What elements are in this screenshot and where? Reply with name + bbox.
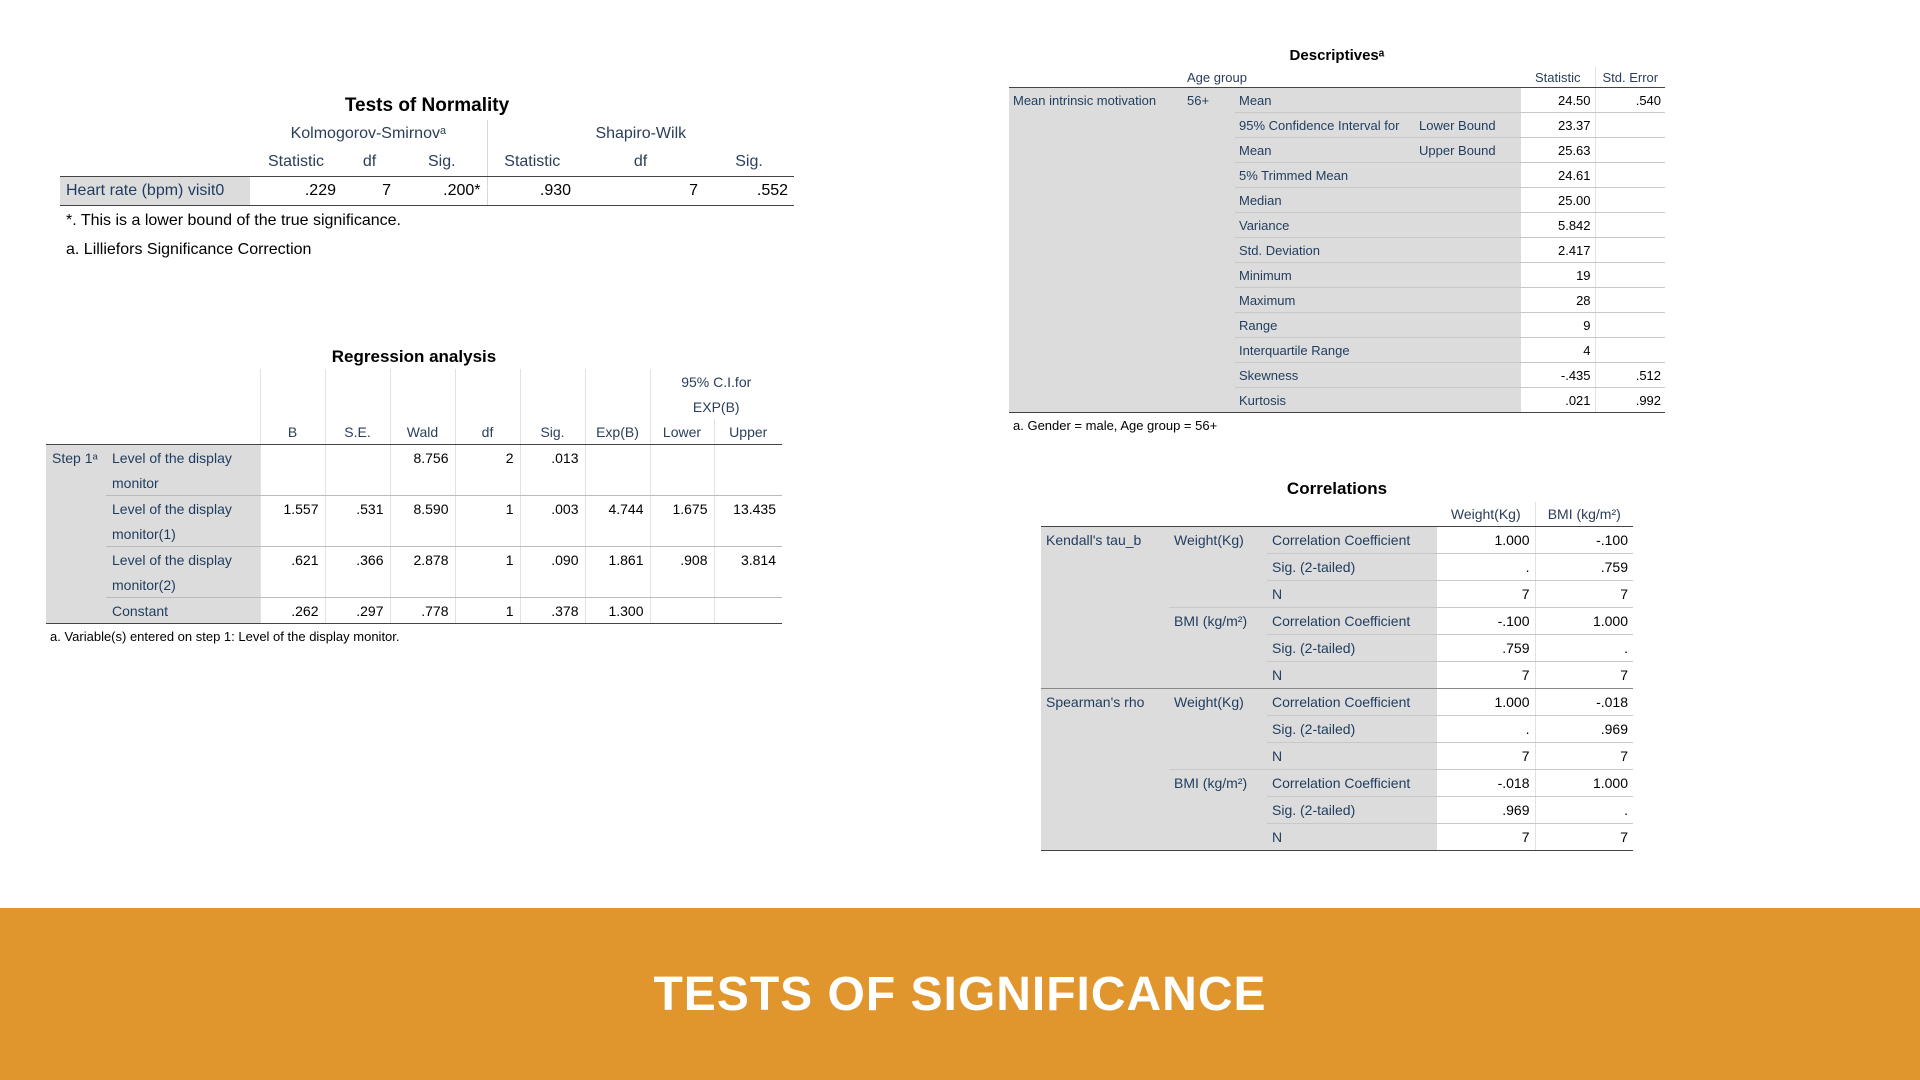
table-row — [1041, 608, 1633, 635]
slide-title: TESTS OF SIGNIFICANCE — [653, 967, 1267, 1021]
stat-label: Correlation Coefficient — [1267, 608, 1437, 635]
statistic-value: .021 — [1521, 388, 1595, 413]
table-row — [1041, 716, 1633, 743]
cell-value: 7 — [1535, 743, 1633, 770]
col-header: Upper — [714, 419, 782, 445]
std-error-value — [1595, 188, 1665, 213]
step-label: Step 1ᵃ — [46, 445, 106, 471]
std-error-value: .512 — [1595, 363, 1665, 388]
regression-table-panel — [46, 345, 782, 650]
table-row — [1009, 138, 1665, 163]
descriptives-table — [1009, 67, 1665, 413]
statistic-value: 2.417 — [1521, 238, 1595, 263]
cell-value: .759 — [1437, 635, 1535, 662]
col-header-std-error: Std. Error — [1595, 67, 1665, 88]
table-row — [1041, 581, 1633, 608]
upper-bound-label: Upper Bound — [1415, 138, 1521, 163]
cell-value: .366 — [325, 547, 390, 573]
row-label: Constant — [106, 598, 260, 624]
col-header: BMI (kg/m²) — [1535, 502, 1633, 527]
cell-value: .013 — [520, 445, 585, 471]
statistic-value: 25.63 — [1521, 138, 1595, 163]
cell-value: .969 — [1437, 797, 1535, 824]
cell-value: . — [1535, 797, 1633, 824]
table-row — [1009, 388, 1665, 413]
table-row — [1041, 824, 1633, 851]
cell-value: -.100 — [1535, 527, 1633, 554]
cell-value: 1.000 — [1535, 608, 1633, 635]
statistic-value: 5.842 — [1521, 213, 1595, 238]
row-label: Level of the display — [106, 547, 260, 573]
row-label: Heart rate (bpm) visit0 — [60, 177, 250, 206]
cell-value: 2 — [455, 445, 520, 471]
cell-value: 1 — [455, 547, 520, 573]
cell-value: 13.435 — [714, 496, 782, 522]
std-error-value — [1595, 163, 1665, 188]
std-error-value: .540 — [1595, 88, 1665, 113]
stat-label: Correlation Coefficient — [1267, 689, 1437, 716]
variable-label: Mean intrinsic motivation — [1009, 88, 1183, 113]
ci-header-line2: EXP(B) — [650, 394, 782, 419]
cell-value: . — [1535, 635, 1633, 662]
std-error-value — [1595, 113, 1665, 138]
cell-value — [714, 598, 782, 624]
row-label-cont: monitor(2) — [106, 572, 260, 598]
regression-title: Regression analysis — [331, 347, 497, 366]
stat-label: Mean — [1235, 88, 1521, 113]
correlations-table-panel — [1041, 476, 1633, 851]
stat-label: N — [1267, 581, 1437, 608]
variable-label: BMI (kg/m²) — [1169, 770, 1267, 797]
cell-value — [714, 445, 782, 471]
col-header: B — [260, 419, 325, 445]
normality-table-panel — [60, 92, 794, 264]
cell-value: 1.000 — [1437, 689, 1535, 716]
col-header: Lower — [650, 419, 714, 445]
variable-label: Weight(Kg) — [1169, 527, 1267, 554]
ci-label: 95% Confidence Interval for — [1235, 113, 1415, 138]
statistic-value: 24.61 — [1521, 163, 1595, 188]
cell-value: .552 — [704, 177, 794, 206]
col-header: Sig. — [397, 148, 487, 177]
table-row — [1041, 743, 1633, 770]
stat-label: Variance — [1235, 213, 1521, 238]
stat-label: Std. Deviation — [1235, 238, 1521, 263]
cell-value: .229 — [250, 177, 342, 206]
table-row — [1009, 238, 1665, 263]
cell-value — [260, 445, 325, 471]
normality-title: Tests of Normality — [344, 95, 510, 116]
cell-value: 1 — [455, 598, 520, 624]
table-row — [1041, 770, 1633, 797]
cell-value: .200* — [397, 177, 487, 206]
col-header: Sig. — [704, 148, 794, 177]
table-row — [1009, 288, 1665, 313]
cell-value: .969 — [1535, 716, 1633, 743]
std-error-value: .992 — [1595, 388, 1665, 413]
col-header: S.E. — [325, 419, 390, 445]
col-header: df — [577, 148, 704, 177]
table-row — [1041, 662, 1633, 689]
cell-value: 2.878 — [390, 547, 455, 573]
stat-label: N — [1267, 743, 1437, 770]
row-label-cont: monitor(1) — [106, 521, 260, 547]
col-header: df — [455, 419, 520, 445]
col-header: Wald — [390, 419, 455, 445]
cell-value: .908 — [650, 547, 714, 573]
lower-bound-label: Lower Bound — [1415, 113, 1521, 138]
cell-value: .778 — [390, 598, 455, 624]
descriptives-table-panel — [1009, 45, 1665, 439]
cell-value: 1.861 — [585, 547, 650, 573]
descriptives-title: Descriptivesᵃ — [1289, 47, 1385, 64]
stat-label: N — [1267, 662, 1437, 689]
stat-label: Kurtosis — [1235, 388, 1521, 413]
table-row — [1009, 188, 1665, 213]
table-row — [1009, 338, 1665, 363]
cell-value: 8.590 — [390, 496, 455, 522]
statistic-value: 23.37 — [1521, 113, 1595, 138]
statistic-value: 4 — [1521, 338, 1595, 363]
std-error-value — [1595, 338, 1665, 363]
stat-label: 5% Trimmed Mean — [1235, 163, 1521, 188]
table-row — [1009, 213, 1665, 238]
cell-value: 4.744 — [585, 496, 650, 522]
cell-value: .378 — [520, 598, 585, 624]
correlations-title: Correlations — [1286, 479, 1388, 498]
cell-value: .262 — [260, 598, 325, 624]
cell-value: .759 — [1535, 554, 1633, 581]
stat-label: Correlation Coefficient — [1267, 527, 1437, 554]
table-row — [1009, 113, 1665, 138]
cell-value: .621 — [260, 547, 325, 573]
col-header: Statistic — [250, 148, 342, 177]
col-header-age-group: Age group — [1183, 67, 1521, 88]
group-label: 56+ — [1183, 88, 1235, 113]
std-error-value — [1595, 263, 1665, 288]
col-header: Weight(Kg) — [1437, 502, 1535, 527]
table-row — [1009, 163, 1665, 188]
stat-label: Sig. (2-tailed) — [1267, 797, 1437, 824]
table-row — [1041, 635, 1633, 662]
table-row — [1041, 797, 1633, 824]
title-banner — [0, 908, 1920, 1080]
method-label: Spearman's rho — [1041, 689, 1169, 716]
cell-value: .930 — [487, 177, 577, 206]
cell-value: 1.000 — [1437, 527, 1535, 554]
cell-value: 1.300 — [585, 598, 650, 624]
cell-value: 7 — [577, 177, 704, 206]
table-row — [1041, 554, 1633, 581]
statistic-value: 19 — [1521, 263, 1595, 288]
row-label: Level of the display — [106, 445, 260, 471]
table-row — [1041, 527, 1633, 554]
std-error-value — [1595, 313, 1665, 338]
stat-label: N — [1267, 824, 1437, 851]
cell-value: .531 — [325, 496, 390, 522]
col-header: Sig. — [520, 419, 585, 445]
variable-label: BMI (kg/m²) — [1169, 608, 1267, 635]
table-row — [1041, 689, 1633, 716]
cell-value: .090 — [520, 547, 585, 573]
stat-label: Interquartile Range — [1235, 338, 1521, 363]
variable-label: Weight(Kg) — [1169, 689, 1267, 716]
cell-value: 1 — [455, 496, 520, 522]
stat-label: Maximum — [1235, 288, 1521, 313]
cell-value: -.018 — [1437, 770, 1535, 797]
cell-value: 7 — [1535, 662, 1633, 689]
statistic-value: -.435 — [1521, 363, 1595, 388]
cell-value: . — [1437, 716, 1535, 743]
cell-value: .003 — [520, 496, 585, 522]
table-row — [1009, 88, 1665, 113]
sw-group-header: Shapiro-Wilk — [487, 120, 794, 148]
normality-footnote: *. This is a lower bound of the true significance. — [66, 212, 401, 229]
normality-footnote: a. Lilliefors Significance Correction — [66, 241, 312, 258]
table-row — [1009, 263, 1665, 288]
cell-value: 7 — [1437, 662, 1535, 689]
stat-label: Correlation Coefficient — [1267, 770, 1437, 797]
descriptives-footnote: a. Gender = male, Age group = 56+ — [1013, 418, 1218, 433]
cell-value: 7 — [342, 177, 397, 206]
cell-value: 7 — [1535, 581, 1633, 608]
col-header: df — [342, 148, 397, 177]
stat-label: Sig. (2-tailed) — [1267, 716, 1437, 743]
table-row — [60, 177, 794, 206]
stat-label: Range — [1235, 313, 1521, 338]
cell-value: 7 — [1437, 824, 1535, 851]
cell-value: 1.675 — [650, 496, 714, 522]
std-error-value — [1595, 288, 1665, 313]
cell-value: . — [1437, 554, 1535, 581]
ks-group-header: Kolmogorov-Smirnovᵃ — [290, 125, 446, 142]
std-error-value — [1595, 238, 1665, 263]
cell-value — [650, 445, 714, 471]
statistic-value: 9 — [1521, 313, 1595, 338]
ci-label-cont: Mean — [1235, 138, 1415, 163]
cell-value — [325, 445, 390, 471]
cell-value — [585, 445, 650, 471]
cell-value: 7 — [1437, 743, 1535, 770]
ci-header-line1: 95% C.I.for — [650, 369, 782, 394]
cell-value: 3.814 — [714, 547, 782, 573]
correlations-table — [1041, 502, 1633, 851]
regression-footnote: a. Variable(s) entered on step 1: Level of the display monitor. — [50, 629, 400, 644]
table-row — [46, 598, 782, 624]
cell-value: -.100 — [1437, 608, 1535, 635]
std-error-value — [1595, 138, 1665, 163]
method-label: Kendall's tau_b — [1041, 527, 1169, 554]
cell-value: 1.557 — [260, 496, 325, 522]
statistic-value: 28 — [1521, 288, 1595, 313]
cell-value — [650, 598, 714, 624]
row-label-cont: monitor — [106, 470, 260, 496]
table-row — [46, 547, 782, 573]
cell-value: 8.756 — [390, 445, 455, 471]
regression-table — [46, 369, 782, 624]
stat-label: Sig. (2-tailed) — [1267, 635, 1437, 662]
col-header: Exp(B) — [585, 419, 650, 445]
cell-value: 1.000 — [1535, 770, 1633, 797]
stat-label: Median — [1235, 188, 1521, 213]
statistic-value: 25.00 — [1521, 188, 1595, 213]
table-row — [46, 445, 782, 471]
stat-label: Sig. (2-tailed) — [1267, 554, 1437, 581]
cell-value: -.018 — [1535, 689, 1633, 716]
table-row — [1009, 313, 1665, 338]
normality-table — [60, 120, 794, 206]
stat-label: Minimum — [1235, 263, 1521, 288]
col-header-statistic: Statistic — [1521, 67, 1595, 88]
stat-label: Skewness — [1235, 363, 1521, 388]
cell-value: 7 — [1437, 581, 1535, 608]
std-error-value — [1595, 213, 1665, 238]
statistic-value: 24.50 — [1521, 88, 1595, 113]
cell-value: 7 — [1535, 824, 1633, 851]
col-header: Statistic — [487, 148, 577, 177]
cell-value: .297 — [325, 598, 390, 624]
table-row — [1009, 363, 1665, 388]
row-label: Level of the display — [106, 496, 260, 522]
table-row — [46, 496, 782, 522]
